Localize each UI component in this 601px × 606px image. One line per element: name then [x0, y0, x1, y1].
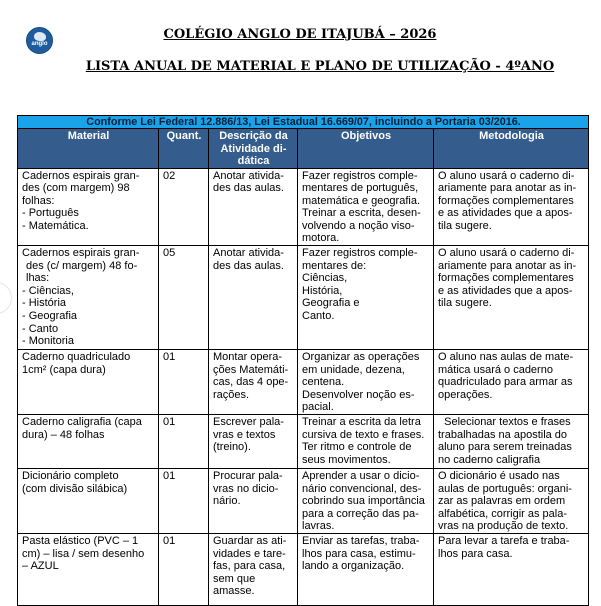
cell-line: no caderno caligrafia	[438, 453, 541, 466]
cell-line: pacial.	[302, 401, 334, 414]
cell-line: motora.	[302, 232, 340, 245]
cell-line: e as atividades que a apos-	[438, 284, 573, 297]
objectives-cell	[298, 469, 434, 534]
material-cell	[18, 534, 159, 606]
objectives-cell-lines	[302, 416, 430, 466]
methodology-cell	[434, 469, 589, 534]
cell-line: Geografia e	[302, 297, 360, 310]
description-cell-lines	[213, 535, 294, 598]
cell-line: Treinar a escrita, desen-	[302, 207, 421, 220]
cell-line: trabalhadas na apostila do	[438, 428, 568, 441]
cell-line: formações complementares	[438, 194, 574, 207]
cell-line: cursiva de texto e frases.	[302, 428, 425, 441]
table-header-row	[18, 129, 589, 169]
description-cell	[209, 534, 298, 606]
cell-line: - Matemática.	[22, 219, 89, 232]
description-cell-lines	[213, 247, 294, 272]
description-cell-lines	[213, 170, 294, 195]
cell-line: cobrindo sua importância	[302, 495, 425, 508]
methodology-cell	[434, 534, 589, 606]
cell-line: des das aulas.	[213, 259, 284, 272]
cell-line: - Canto	[22, 322, 59, 335]
description-cell-lines	[213, 416, 294, 454]
cell-line: vras e textos	[213, 428, 276, 441]
table-row	[18, 246, 589, 350]
methodology-cell-lines	[438, 247, 585, 310]
cell-line: Aprender a usar o dicio-	[302, 470, 420, 483]
cell-line: zar as palavras em ordem	[438, 495, 566, 508]
description-cell-lines	[213, 351, 294, 401]
description-cell	[209, 415, 298, 469]
cell-line: lhos para casa.	[438, 547, 513, 560]
cell-line: centena.	[302, 376, 345, 389]
cell-line: quadriculado para armar as	[438, 376, 573, 389]
cell-line: nário.	[213, 495, 241, 508]
cell-line: vidades e tare-	[213, 547, 286, 560]
cell-line: O aluno usará o caderno di-	[438, 169, 575, 182]
material-cell	[18, 415, 159, 469]
cell-line: nário convencional, des-	[302, 482, 422, 495]
cell-line: Canto.	[302, 310, 335, 323]
cell-line: Treinar a escrita da letra	[302, 416, 421, 429]
cell-line: seus movimentos.	[302, 453, 391, 466]
objectives-cell	[298, 415, 434, 469]
cell-line: cas, das 4 ope-	[213, 376, 289, 389]
column-header-quantity: Quant.	[159, 129, 209, 169]
material-cell	[18, 469, 159, 534]
cell-line: e as atividades que a apos-	[438, 207, 573, 220]
cell-line: Ciências,	[302, 272, 348, 285]
cell-line: Ter ritmo e controle de	[302, 441, 412, 454]
description-cell	[209, 350, 298, 415]
cell-line: Caderno quadriculado	[22, 351, 131, 364]
cell-line: O aluno nas aulas de mate-	[438, 351, 574, 364]
table-row	[18, 350, 589, 415]
objectives-cell-lines	[302, 170, 430, 246]
cell-line: folhas:	[22, 194, 55, 207]
table-row	[18, 469, 589, 534]
cell-line: Anotar ativida-	[213, 247, 284, 260]
cell-line: (treino).	[213, 441, 251, 454]
cell-line: Desenvolver noção es-	[302, 388, 415, 401]
description-cell	[209, 246, 298, 350]
methodology-cell-lines	[438, 416, 585, 466]
cell-line: História,	[302, 284, 343, 297]
cell-line: tila sugere.	[438, 219, 492, 232]
quantity-cell: 02	[159, 168, 209, 246]
cell-line: mentares de:	[302, 259, 367, 272]
material-cell-lines	[22, 416, 155, 441]
cell-line: Fazer registros comple-	[302, 169, 418, 182]
cell-line: lhas:	[26, 272, 50, 285]
cell-line: amasse.	[213, 585, 255, 598]
description-cell-lines	[213, 470, 294, 508]
material-cell-lines	[22, 351, 155, 376]
cell-line: aluno para serem treinadas	[438, 441, 572, 454]
cell-line: fas, para casa,	[213, 560, 286, 573]
logo-figure	[34, 32, 46, 41]
cell-line: Para levar a tarefa e traba-	[438, 535, 570, 547]
objectives-cell-lines	[302, 535, 430, 573]
methodology-cell-lines	[438, 170, 585, 233]
cell-line: – AZUL	[22, 560, 59, 573]
material-cell-lines	[22, 170, 155, 233]
cell-line: Organizar as operações	[302, 351, 420, 364]
material-cell-lines	[22, 470, 155, 495]
material-cell-lines	[22, 535, 155, 573]
column-header-material: Material	[18, 129, 159, 169]
objectives-cell	[298, 534, 434, 606]
cell-line: - História	[22, 297, 67, 310]
table-body	[18, 168, 589, 606]
cell-line: ariamente para anotar as in-	[438, 259, 577, 272]
cell-line: Anotar ativida-	[213, 169, 284, 182]
cell-line: em unidade, dezena,	[302, 363, 405, 376]
material-cell	[18, 168, 159, 246]
edge-artifact	[0, 282, 12, 314]
school-logo-icon	[26, 27, 53, 54]
cell-line: - Geografia	[22, 310, 78, 323]
objectives-cell	[298, 350, 434, 415]
cell-line: vras no dicio-	[213, 482, 279, 495]
cell-line: - Monitoria	[22, 335, 74, 348]
cell-line: lhos para casa, estimu-	[302, 547, 416, 560]
quantity-cell: 01	[159, 415, 209, 469]
quantity-cell: 01	[159, 469, 209, 534]
methodology-cell-lines	[438, 470, 585, 533]
objectives-cell-lines	[302, 247, 430, 323]
objectives-cell-lines	[302, 470, 430, 533]
cell-line: ções Matemáti-	[213, 363, 289, 376]
cell-line: - Português	[22, 207, 79, 220]
cell-line: mática usará o caderno	[438, 363, 553, 376]
cell-line: vras na produção de texto.	[438, 520, 569, 533]
cell-line: Procurar pala-	[213, 470, 283, 483]
cell-line: lando a organização.	[302, 560, 405, 573]
objectives-cell	[298, 168, 434, 246]
cell-line: Montar opera-	[213, 351, 283, 364]
cell-line: Fazer registros comple-	[302, 247, 418, 260]
cell-line: volvendo a noção viso-	[302, 219, 415, 232]
legal-banner: Conforme Lei Federal 12.886/13, Lei Estadual 16.669/07, incluindo a Portaria 03/2016.	[18, 116, 589, 129]
cell-line: Cadernos espirais gran-	[22, 247, 140, 260]
table-row	[18, 168, 589, 246]
cell-line: dura) – 48 folhas	[22, 428, 105, 441]
objectives-cell	[298, 246, 434, 350]
column-header-description	[209, 129, 298, 169]
methodology-cell	[434, 168, 589, 246]
cell-line: des (c/ margem) 48 fo-	[26, 259, 138, 272]
cell-line: Escrever pala-	[213, 416, 284, 429]
cell-line: tila sugere.	[438, 297, 492, 310]
cell-line: - Ciências,	[22, 284, 74, 297]
methodology-cell-lines	[438, 351, 585, 401]
cell-line: sem que	[213, 572, 256, 585]
description-cell	[209, 469, 298, 534]
cell-line: des das aulas.	[213, 182, 284, 195]
document-subtitle: LISTA ANUAL DE MATERIAL E PLANO DE UTILIZAÇÃO - 4ºANO	[85, 59, 555, 74]
cell-line: mentares de português,	[302, 182, 419, 195]
quantity-cell: 01	[159, 350, 209, 415]
column-header-objectives: Objetivos	[298, 129, 434, 169]
description-cell	[209, 168, 298, 246]
cell-line: Selecionar textos e frases	[438, 416, 571, 429]
methodology-cell	[434, 350, 589, 415]
material-cell	[18, 350, 159, 415]
cell-line: Pasta elástico (PVC – 1	[22, 535, 139, 547]
cell-line: O dicionário é usado nas	[438, 470, 560, 483]
material-table	[17, 115, 589, 606]
cell-line: O aluno usará o caderno di-	[438, 247, 575, 260]
cell-line: para a correção das pa-	[302, 507, 419, 520]
cell-line: rações.	[213, 388, 250, 401]
cell-line: formações complementares	[438, 272, 574, 285]
legal-banner-row	[18, 116, 589, 129]
cell-line: Enviar as tarefas, traba-	[302, 535, 420, 547]
cell-line: Dicionário completo	[22, 470, 119, 483]
cell-line: 1cm² (capa dura)	[22, 363, 106, 376]
table-row	[18, 534, 589, 606]
logo-text: anglo	[31, 41, 48, 47]
quantity-cell: 05	[159, 246, 209, 350]
methodology-cell	[434, 246, 589, 350]
cell-line: operações.	[438, 388, 493, 401]
cell-line: alfabética, corrigir as pala-	[438, 507, 568, 520]
cell-line: ariamente para anotar as in-	[438, 182, 577, 195]
material-cell-lines	[22, 247, 155, 348]
description-header-lines	[213, 130, 294, 168]
cell-line: (com divisão silábica)	[22, 482, 128, 495]
cell-line: des (com margem) 98	[22, 182, 130, 195]
quantity-cell: 01	[159, 534, 209, 606]
cell-line: Cadernos espirais gran-	[22, 169, 140, 182]
column-header-methodology: Metodologia	[434, 129, 589, 169]
objectives-cell-lines	[302, 351, 430, 414]
material-cell	[18, 246, 159, 350]
cell-line: Guardar as ati-	[213, 535, 287, 547]
table-row	[18, 415, 589, 469]
cell-line: lavras.	[302, 520, 335, 533]
cell-line: cm) – lisa / sem desenho	[22, 547, 145, 560]
header-line: dática	[237, 155, 270, 167]
header-line: Descrição da	[219, 130, 288, 142]
header-line: Atividade di-	[220, 142, 287, 155]
methodology-cell-lines	[438, 535, 585, 560]
cell-line: matemática e geografia.	[302, 194, 421, 207]
cell-line: aulas de português: organi-	[438, 482, 572, 495]
document-title: COLÉGIO ANGLO DE ITAJUBÁ – 2026	[163, 27, 437, 42]
cell-line: Caderno caligrafia (capa	[22, 416, 142, 429]
methodology-cell	[434, 415, 589, 469]
